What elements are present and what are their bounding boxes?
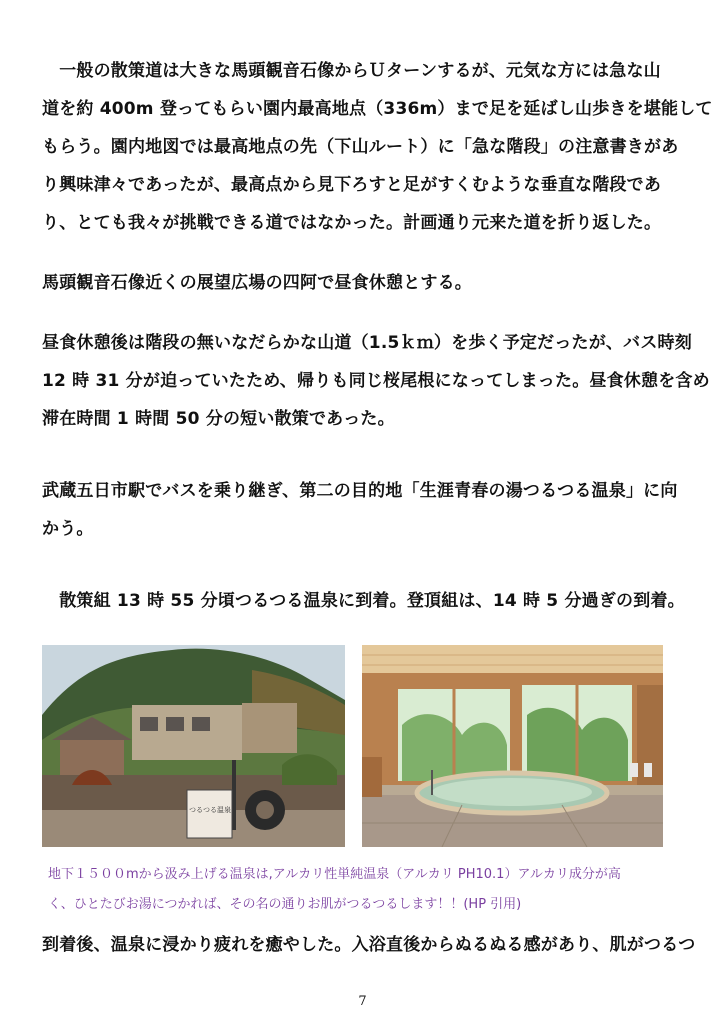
paragraph-line: もらう。園内地図では最高地点の先（下山ルート）に「急な階段」の注意書きがあ <box>42 137 679 157</box>
photo-caption-line: く、ひとたびお湯につかれば、その名の通りお肌がつるつるします！！(HP 引用) <box>48 897 522 912</box>
onsen-sign-text: つるつる温泉 <box>189 806 231 814</box>
paragraph-line: 道を約 400m 登ってもらい園内最高地点（336m）まで足を延ばし山歩きを堪能して <box>42 99 713 119</box>
paragraph-line: 武蔵五日市駅でバスを乗り継ぎ、第二の目的地「生涯青春の湯つるつる温泉」に向 <box>42 481 678 501</box>
closing-paragraph-line: 到着後、温泉に浸かり疲れを癒やした。入浴直後からぬるぬる感があり、肌がつるつ <box>42 935 696 955</box>
paragraph-line: 滞在時間 1 時間 50 分の短い散策であった。 <box>42 409 395 429</box>
page-number: 7 <box>358 994 367 1009</box>
paragraph-line: 12 時 31 分が迫っていたため、帰りも同じ桜尾根になってしまった。昼食休憩を含め <box>42 371 710 391</box>
onsen-exterior-photo <box>42 645 345 847</box>
paragraph-line: 昼食休憩後は階段の無いなだらかな山道（1.5ｋｍ）を歩く予定だったが、バス時刻 <box>42 333 692 353</box>
photo-caption-line: 地下１５００mから汲み上げる温泉は,アルカリ性単純温泉（アルカリ PH10.1）アルカリ成分が高 <box>48 867 621 882</box>
paragraph-line: 馬頭観音石像近くの展望広場の四阿で昼食休憩とする。 <box>42 273 472 293</box>
onsen-indoor-bath-photo <box>362 645 663 847</box>
paragraph-line: かう。 <box>42 519 94 539</box>
paragraph-line: り、とても我々が挑戦できる道ではなかった。計画通り元来た道を折り返した。 <box>42 213 662 233</box>
paragraph-line: 一般の散策道は大きな馬頭観音石像からＵターンするが、元気な方には急な山 <box>42 61 661 81</box>
paragraph-line: り興味津々であったが、最高点から見下ろすと足がすくむような垂直な階段であ <box>42 175 662 195</box>
paragraph-line: 散策組 13 時 55 分頃つるつる温泉に到着。登頂組は、14 時 5 分過ぎの到着。 <box>42 591 685 611</box>
